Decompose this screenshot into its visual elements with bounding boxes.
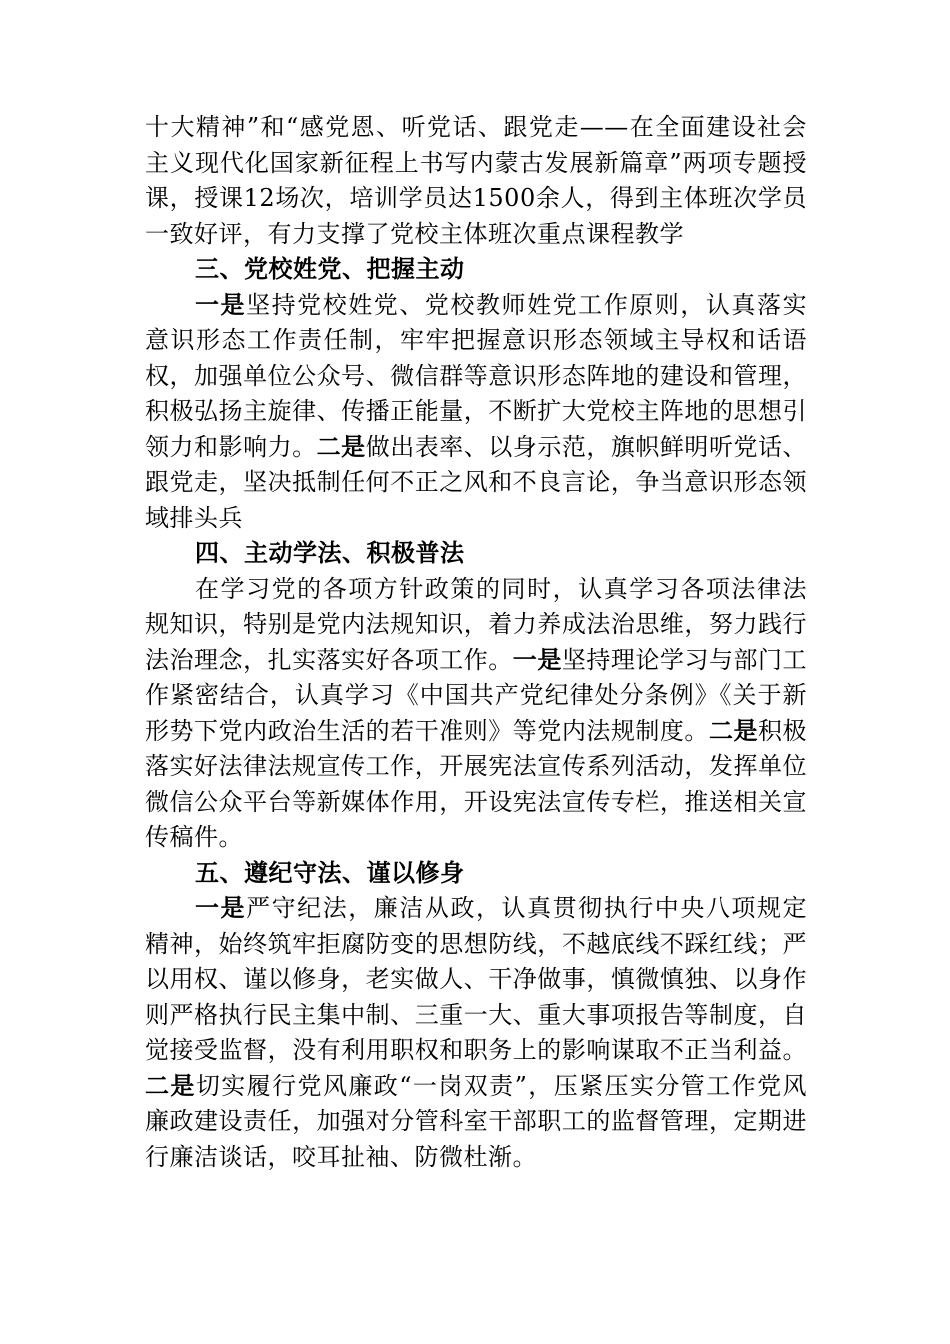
paragraph-text: 坚持理论学习与部门工作紧密结合，认真学习《中国共产党纪律处分条例》《关于新形势下党内政治生活的若干准则》等党内法规制度。: [145, 645, 808, 745]
section-3-paragraph: [145, 288, 807, 537]
lead-marker-first: 一是: [195, 290, 247, 319]
lead-marker-second: 二是: [145, 1071, 196, 1100]
lead-marker-first: 一是: [195, 894, 247, 922]
paragraph-text: 积极落实好法律法规宣传工作，开展宪法宣传系列活动，发挥单位微信公众平台等新媒体作用，开设宪法宣传专栏，推送相关宣传稿件。: [145, 716, 808, 851]
intro-paragraph: 十大精神”和“感党恩、听党话、跟党走——在全面建设社会主义现代化国家新征程上书写内蒙古发展新篇章”两项专题授课，授课12场次，培训学员达1500余人，得到主体班次学员一致好评，有力支撑了党校主体班次重点课程教学: [145, 113, 807, 248]
section-5-paragraph: [145, 891, 807, 1175]
section-5-heading: 五、遵纪守法、谨以修身: [195, 858, 465, 887]
lead-marker-second: 二是: [316, 432, 366, 461]
section-3-heading: 三、党校姓党、把握主动: [195, 255, 465, 283]
document-page: [145, 110, 807, 1175]
lead-marker-first: 一是: [512, 645, 562, 674]
paragraph-text: 在学习党的各项方针政策的同时，认真学习各项法律法规知识，特别是党内法规知识，着力养成法治思维，努力践行法治理念，扎实落实好各项工作。: [145, 574, 807, 674]
section-4-heading: 四、主动学法、积极普法: [195, 539, 465, 567]
section-4-paragraph: [145, 572, 807, 856]
paragraph-text: 严守纪法，廉洁从政，认真贯彻执行中央八项规定精神，始终筑牢拒腐防变的思想防线，不越底线不踩红线；严以用权、谨以修身，老实做人、干净做事，慎微慎独、以身作则严格执行民主集中制、三重一大、重大事项报告等制度，自觉接受监督，没有利用职权和职务上的影响谋取不正当利益。: [145, 894, 808, 1064]
paragraph-text: 坚持党校姓党、党校教师姓党工作原则，认真落实意识形态工作责任制，牢牢把握意识形态领域主导权和话语权，加强单位公众号、微信群等意识形态阵地的建设和管理，积极弘扬主旋律、传播正能量，不断扩大党校主阵地的思想引领力和影响力。: [145, 290, 808, 461]
paragraph-text: 做出表率、以身示范，旗帜鲜明听党话、跟党走，坚决抵制任何不正之风和不良言论，争当意识形态领域排头兵: [145, 432, 808, 532]
lead-marker-second: 二是: [708, 716, 758, 745]
paragraph-text: 切实履行党风廉政“一岗双责”，压紧压实分管工作党风廉政建设责任，加强对分管科室干部职工的监督管理，定期进行廉洁谈话，咬耳扯袖、防微杜渐。: [145, 1071, 807, 1171]
